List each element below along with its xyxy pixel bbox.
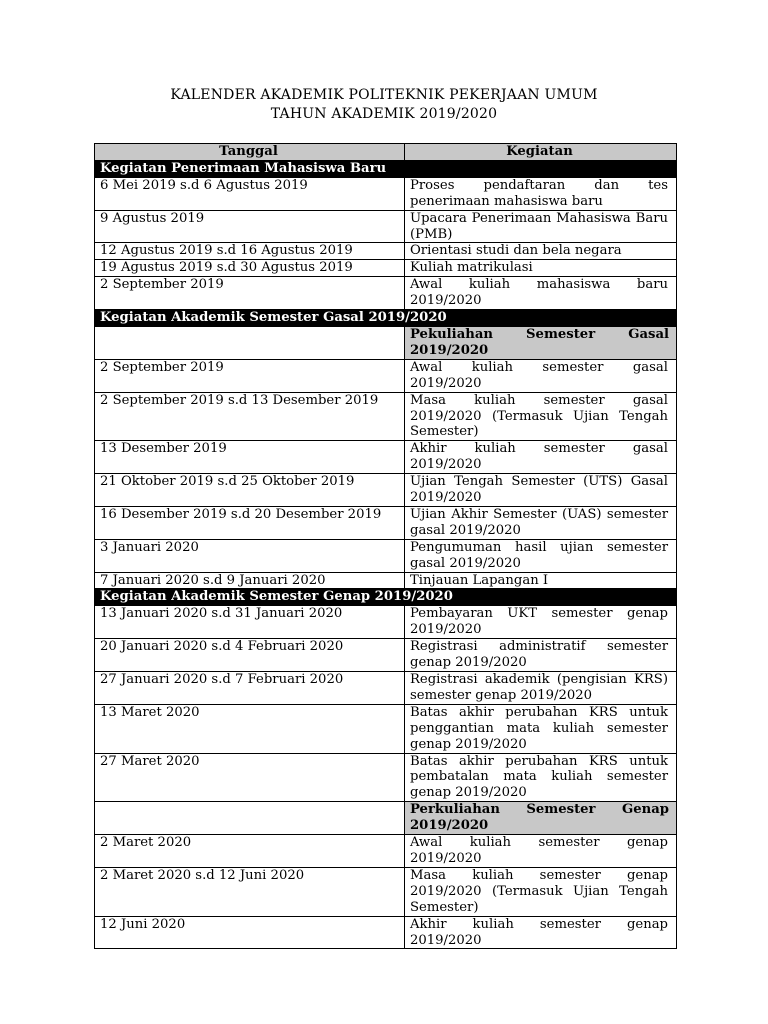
table-row: [95, 572, 677, 589]
document-subtitle: TAHUN AKADEMIK 2019/2020: [270, 106, 498, 122]
section-row-gasal: [95, 310, 677, 327]
subheader-line1: Pekuliahan Semester Gasal: [410, 326, 669, 342]
cell-kegiatan: Proses pendaftaran dan tes penerimaan mahasiswa baru: [405, 177, 677, 210]
section-title: Kegiatan Akademik Semester Gasal 2019/2020: [95, 310, 677, 327]
subheader-cell: [405, 326, 677, 359]
cell-tanggal: 13 Desember 2019: [95, 441, 405, 474]
cell-tanggal: 13 Maret 2020: [95, 704, 405, 753]
cell-kegiatan: Masa kuliah semester genap 2019/2020 (Termasuk Ujian Tengah Semester): [405, 867, 677, 916]
cell-kegiatan: Akhir kuliah semester genap 2019/2020: [405, 916, 677, 949]
cell-tanggal: 2 September 2019: [95, 277, 405, 310]
cell-tanggal: 13 Januari 2020 s.d 31 Januari 2020: [95, 606, 405, 639]
cell-tanggal: 9 Agustus 2019: [95, 210, 405, 243]
section-row-genap: [95, 589, 677, 606]
table-row: [95, 441, 677, 474]
table-row: [95, 260, 677, 277]
cell-kegiatan: Awal kuliah mahasiswa baru 2019/2020: [405, 277, 677, 310]
table-row: [95, 639, 677, 672]
table-row: [95, 177, 677, 210]
cell-tanggal-empty: [95, 326, 405, 359]
table-row: [95, 539, 677, 572]
table-row: [95, 392, 677, 441]
table-row: [95, 916, 677, 949]
cell-tanggal: 2 September 2019: [95, 359, 405, 392]
cell-tanggal: 20 Januari 2020 s.d 4 Februari 2020: [95, 639, 405, 672]
cell-tanggal: 12 Juni 2020: [95, 916, 405, 949]
table-row: [95, 867, 677, 916]
cell-tanggal: 19 Agustus 2019 s.d 30 Agustus 2019: [95, 260, 405, 277]
cell-kegiatan: Registrasi administratif semester genap 2019/2020: [405, 639, 677, 672]
table-row: [95, 606, 677, 639]
cell-kegiatan: Kuliah matrikulasi: [405, 260, 677, 277]
cell-tanggal-empty: [95, 802, 405, 835]
cell-tanggal: 16 Desember 2019 s.d 20 Desember 2019: [95, 506, 405, 539]
cell-tanggal: 2 Maret 2020: [95, 835, 405, 868]
table-row: [95, 753, 677, 802]
table-row: [95, 835, 677, 868]
cell-kegiatan: Batas akhir perubahan KRS untuk pembatalan mata kuliah semester genap 2019/2020: [405, 753, 677, 802]
cell-tanggal: 27 Januari 2020 s.d 7 Februari 2020: [95, 672, 405, 705]
cell-tanggal: 2 September 2019 s.d 13 Desember 2019: [95, 392, 405, 441]
subheader-line1: Perkuliahan Semester Genap: [410, 802, 669, 818]
table-row: [95, 672, 677, 705]
cell-tanggal: 12 Agustus 2019 s.d 16 Agustus 2019: [95, 243, 405, 260]
cell-kegiatan: Awal kuliah semester gasal 2019/2020: [405, 359, 677, 392]
cell-tanggal: 21 Oktober 2019 s.d 25 Oktober 2019: [95, 474, 405, 507]
cell-tanggal: 2 Maret 2020 s.d 12 Juni 2020: [95, 867, 405, 916]
subheader-row-genap: [95, 802, 677, 835]
cell-kegiatan: Pengumuman hasil ujian semester gasal 2019/2020: [405, 539, 677, 572]
document-title: KALENDER AKADEMIK POLITEKNIK PEKERJAAN UMUM: [170, 87, 598, 103]
cell-tanggal: 6 Mei 2019 s.d 6 Agustus 2019: [95, 177, 405, 210]
academic-calendar-table: [94, 143, 677, 949]
cell-kegiatan: Akhir kuliah semester gasal 2019/2020: [405, 441, 677, 474]
cell-kegiatan: Pembayaran UKT semester genap 2019/2020: [405, 606, 677, 639]
cell-tanggal: 3 Januari 2020: [95, 539, 405, 572]
table-row: [95, 359, 677, 392]
table-row: [95, 243, 677, 260]
section-title: Kegiatan Akademik Semester Genap 2019/2020: [95, 589, 677, 606]
subheader-line2: 2019/2020: [410, 818, 489, 834]
subheader-cell: [405, 802, 677, 835]
table-row: [95, 474, 677, 507]
cell-tanggal: 7 Januari 2020 s.d 9 Januari 2020: [95, 572, 405, 589]
column-header-kegiatan: Kegiatan: [405, 144, 677, 161]
cell-tanggal: 27 Maret 2020: [95, 753, 405, 802]
section-title: Kegiatan Penerimaan Mahasiswa Baru: [95, 160, 677, 177]
section-row-penerimaan: [95, 160, 677, 177]
subheader-line2: 2019/2020: [410, 342, 489, 358]
table-row: [95, 277, 677, 310]
cell-kegiatan: Tinjauan Lapangan I: [405, 572, 677, 589]
table-row: [95, 704, 677, 753]
subheader-row-gasal: [95, 326, 677, 359]
cell-kegiatan: Orientasi studi dan bela negara: [405, 243, 677, 260]
cell-kegiatan: Ujian Tengah Semester (UTS) Gasal 2019/2020: [405, 474, 677, 507]
cell-kegiatan: Awal kuliah semester genap 2019/2020: [405, 835, 677, 868]
cell-kegiatan: Registrasi akademik (pengisian KRS) semester genap 2019/2020: [405, 672, 677, 705]
column-header-tanggal: Tanggal: [95, 144, 405, 161]
cell-kegiatan: Upacara Penerimaan Mahasiswa Baru (PMB): [405, 210, 677, 243]
cell-kegiatan: Masa kuliah semester gasal 2019/2020 (Termasuk Ujian Tengah Semester): [405, 392, 677, 441]
table-header-row: [95, 144, 677, 161]
table-row: [95, 506, 677, 539]
table-row: [95, 210, 677, 243]
cell-kegiatan: Ujian Akhir Semester (UAS) semester gasal 2019/2020: [405, 506, 677, 539]
cell-kegiatan: Batas akhir perubahan KRS untuk penggantian mata kuliah semester genap 2019/2020: [405, 704, 677, 753]
